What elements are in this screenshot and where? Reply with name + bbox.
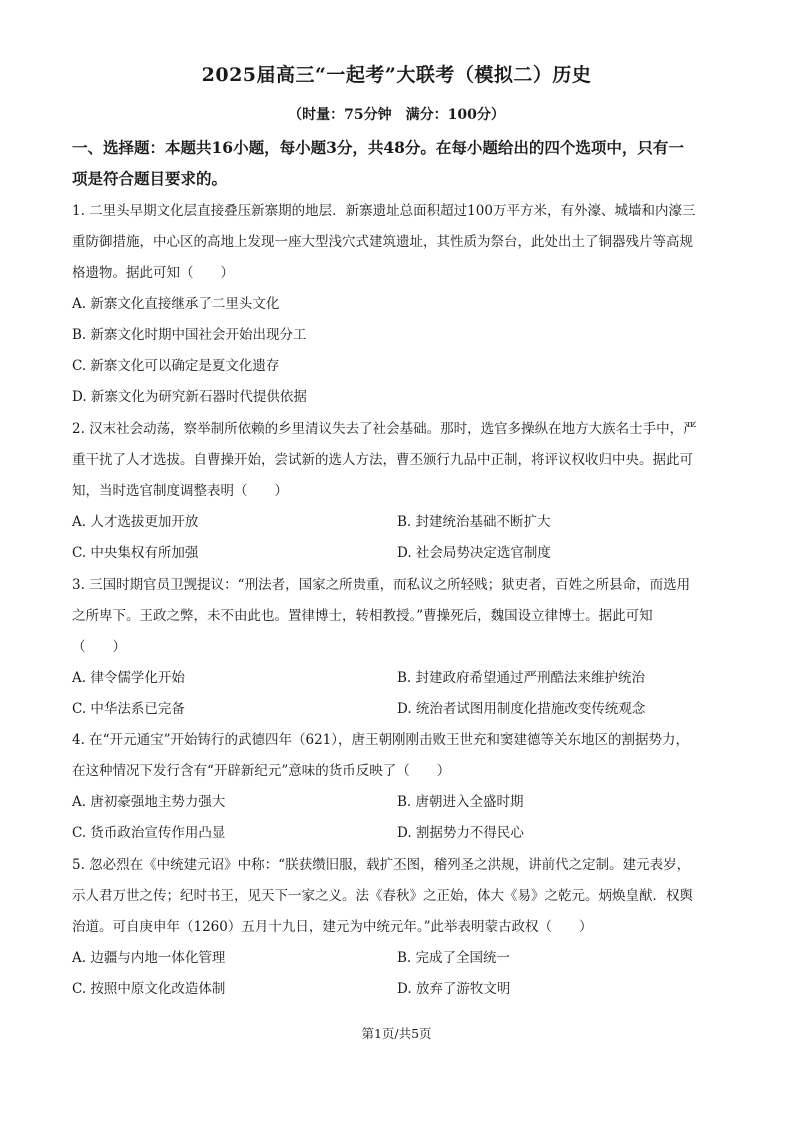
option-a[interactable]: A. 唐初豪强地主势力强大 <box>72 794 226 810</box>
option-b[interactable]: B. 封建政府希望通过严刑酷法来维护统治 <box>397 670 646 686</box>
option-d[interactable]: D. 统治者试图用制度化措施改变传统观念 <box>397 701 646 717</box>
question-text-line: 4. 在“开元通宝”开始铸行的武德四年（621），唐王朝刚刚击败王世充和窦建德等关东地区的割据势力， <box>72 732 689 748</box>
option-b[interactable]: B. 完成了全国统一 <box>397 950 511 966</box>
page-number: 第1页/共5页 <box>361 1026 432 1041</box>
option-d[interactable]: D. 社会局势决定选官制度 <box>397 545 551 561</box>
option-c[interactable]: C. 按照中原文化改造体制 <box>72 981 226 997</box>
question-text-line: 示人君万世之传；纪时书王，见天下一家之义。法《春秋》之正始，体大《易》之乾元。炳焕皇猷．权舆 <box>72 888 693 904</box>
option-d[interactable]: D. 割据势力不得民心 <box>397 825 524 841</box>
option-a[interactable]: A. 人才选拔更加开放 <box>72 514 199 530</box>
question-text-line: 5. 忽必烈在《中统建元诏》中称：“朕获缵旧服，载扩丕图，稽列圣之洪规，讲前代之定制。建元表岁， <box>72 857 691 873</box>
question-text-line: 3. 三国时期官员卫觊提议：“刑法者，国家之所贵重，而私议之所轻贱；狱吏者，百姓之所县命，而选用 <box>72 577 691 593</box>
question-text-line: 2. 汉末社会动荡，察举制所依赖的乡里清议失去了社会基础。那时，选官多操纵在地方大族名士手中，严 <box>72 421 697 437</box>
option-a[interactable]: A. 边疆与内地一体化管理 <box>72 950 226 966</box>
option-d[interactable]: D. 放弃了游牧文明 <box>397 981 511 997</box>
option-c[interactable]: C. 新寨文化可以确定是夏文化遗存 <box>72 358 280 374</box>
option-a[interactable]: A. 新寨文化直接继承了二里头文化 <box>72 296 280 312</box>
section-heading <box>72 132 722 194</box>
option-a[interactable]: A. 律令儒学化开始 <box>72 670 185 686</box>
option-b[interactable]: B. 新寨文化时期中国社会开始出现分工 <box>72 327 307 343</box>
section-heading-line: 一、选择题：本题共16小题，每小题3分，共48分。在每小题给出的四个选项中，只有一 <box>72 138 684 157</box>
question-text-line: 格遗物。据此可知（ ） <box>72 265 234 281</box>
question-text-line: （ ） <box>72 639 126 655</box>
question-text-line: 1. 二里头早期文化层直接叠压新寨期的地层．新寨遗址总面积超过100万平方米，有外濠、城墙和内濠三 <box>72 203 696 219</box>
exam-time-score: （时量：75分钟 满分：100分） <box>288 107 505 123</box>
question-text-line: 重防御措施，中心区的高地上发现一座大型浅穴式建筑遗址，其性质为祭台，此处出土了铜器残片等高规 <box>72 234 693 250</box>
page-title: 2025届高三“一起考”大联考（模拟二）历史 <box>201 64 592 86</box>
question-text-line: 知，当时选官制度调整表明（ ） <box>72 483 288 499</box>
option-c[interactable]: C. 中华法系已完备 <box>72 701 185 717</box>
option-b[interactable]: B. 封建统治基础不断扩大 <box>397 514 551 530</box>
question-text-line: 治道。可自庚申年（1260）五月十九日，建元为中统元年。”此举表明蒙古政权（ ） <box>72 919 593 935</box>
section-heading-line: 项是符合题目要求的。 <box>72 169 228 188</box>
option-d[interactable]: D. 新寨文化为研究新石器时代提供依据 <box>72 389 307 405</box>
question-text-line: 之所卑下。王政之弊，未不由此也。置律博士，转相教授。”曹操死后，魏国设立律博士。据此可知 <box>72 608 653 624</box>
option-c[interactable]: C. 货币政治宣传作用凸显 <box>72 825 226 841</box>
question-text-line: 在这种情况下发行含有“开辟新纪元”意味的货币反映了（ ） <box>72 763 451 779</box>
question-text-line: 重干扰了人才选拔。自曹操开始，尝试新的选人方法，曹丕颁行九品中正制，将评议权收归中央。据此可 <box>72 452 693 468</box>
option-c[interactable]: C. 中央集权有所加强 <box>72 545 199 561</box>
option-b[interactable]: B. 唐朝进入全盛时期 <box>397 794 524 810</box>
